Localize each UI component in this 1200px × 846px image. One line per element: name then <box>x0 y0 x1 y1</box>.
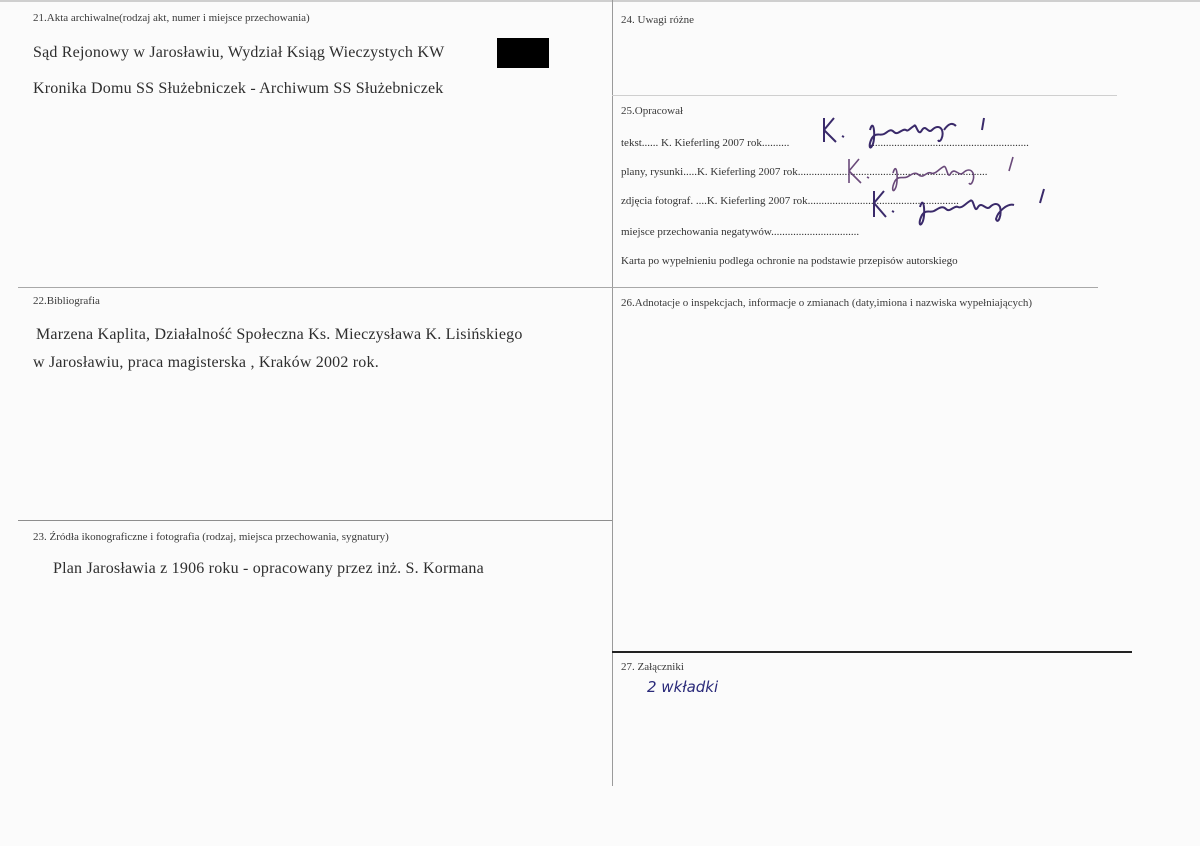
divider-section-22 <box>18 287 1098 288</box>
plany-text: plany, rysunki.....K. Kieferling 2007 rok......... <box>621 166 823 178</box>
tekst-dots: .......................................................... <box>869 137 1029 149</box>
section-27-label: 27. Załączniki <box>621 661 684 673</box>
section-25-karta: Karta po wypełnieniu podlega ochronie na podstawie przepisów autorskiego <box>621 255 958 267</box>
plany-dots: ............................................................ <box>822 166 988 178</box>
section-21-line-2: Kronika Domu SS Służebniczek - Archiwum SS Służebniczek <box>33 80 444 97</box>
section-24-label: 24. Uwagi różne <box>621 14 695 26</box>
section-22-line-2: w Jarosławiu, praca magisterska , Kraków 2002 rok. <box>33 354 379 371</box>
column-divider <box>612 0 613 786</box>
section-21-line-1: Sąd Rejonowy w Jarosławiu, Wydział Ksiąg Wieczystych KW <box>33 44 445 61</box>
signature-3 <box>868 185 1058 233</box>
section-23-line-1: Plan Jarosławia z 1906 roku - opracowany przez inż. S. Kormana <box>53 560 484 577</box>
section-23-label: 23. Źródła ikonograficzne i fotografia (rodzaj, miejsca przechowania, sygnatury) <box>33 531 389 543</box>
redaction-block <box>497 38 549 68</box>
top-border <box>0 0 1200 2</box>
section-22-label: 22.Bibliografia <box>33 295 100 307</box>
divider-section-25 <box>612 95 1117 96</box>
section-25-negatywy: miejsce przechowania negatywów................................ <box>621 226 860 238</box>
section-26-label: 26.Adnotacje o inspekcjach, informacje o zmianach (daty,imiona i nazwiska wypełniających) <box>621 297 1033 309</box>
tekst-text: tekst...... K. Kieferling 2007 rok.......... <box>621 137 790 149</box>
zdjecia-text: zdjęcia fotograf. ....K. Kieferling 2007 rok.......... <box>621 195 836 207</box>
section-25-label: 25.Opracował <box>621 105 684 117</box>
divider-section-27 <box>612 651 1132 653</box>
section-22-line-1: Marzena Kaplita, Działalność Społeczna Ks. Mieczysława K. Lisińskiego <box>36 326 523 343</box>
divider-section-23 <box>18 520 612 521</box>
signature-1 <box>818 110 1008 150</box>
zdjecia-dots: ............................................. <box>835 195 959 207</box>
section-21-label: 21.Akta archiwalne(rodzaj akt, numer i miejsce przechowania) <box>33 12 310 24</box>
attachments-handwritten-note: 2 wkładki <box>647 678 719 696</box>
